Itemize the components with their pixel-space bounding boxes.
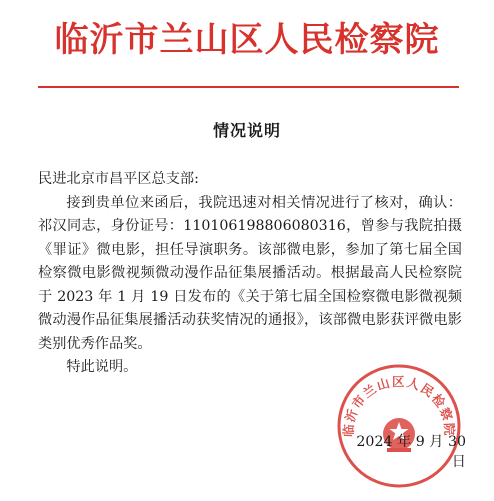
document-body: [38, 168, 462, 380]
letterhead-title: 临沂市兰山区人民检察院: [54, 20, 440, 60]
closing-line: 特此说明。: [66, 359, 138, 375]
letterhead-divider: [38, 86, 459, 88]
document-title: 情况说明: [212, 121, 281, 140]
document-date: 2024 年 9 月 30 日: [356, 434, 466, 470]
body-paragraph: 接到贵单位来函后，我院迅速对相关情况进行了核对，确认：祁汉同志，身份证号：110106198806080316，曾参与我院拍摄《罪证》微电影，担任导演职务。该部微电影，参加了第七届全国检察微电影微视频微动漫作品征集展播活动。根据最高人民检察院于 2023 年 1 月 19 日发布的《关于第七届全国检察微电影微视频微动漫作品征集展播活动获奖情况的通报》，该部微电影获评微电影类别优秀作品奖。: [38, 194, 462, 352]
seal-text: 临沂市兰山区人民检察院: [340, 374, 458, 438]
addressee-line: 民进北京市昌平区总支部:: [38, 171, 199, 187]
